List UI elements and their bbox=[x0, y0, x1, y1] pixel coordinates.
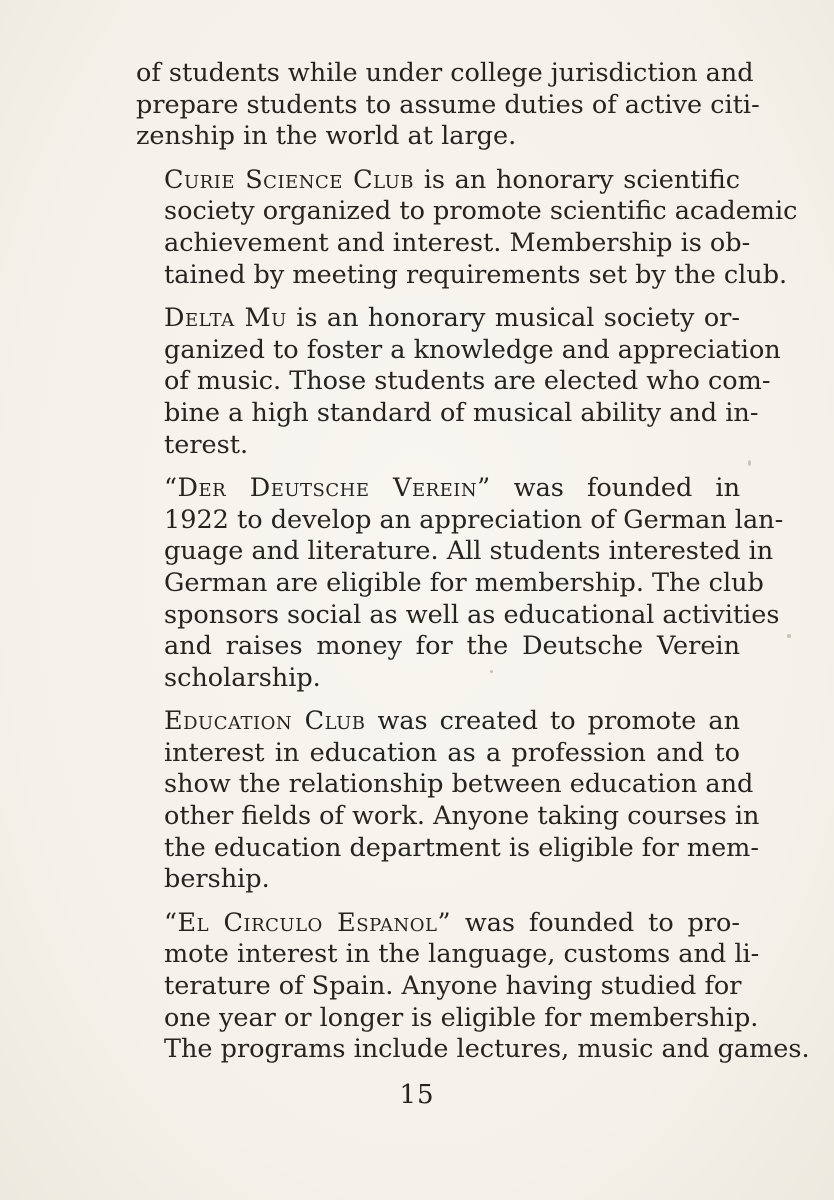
text-line bbox=[136, 473, 740, 505]
text-line-content: achievement and interest. Membership is ob- bbox=[164, 227, 751, 258]
text-line-content: was founded to pro- bbox=[451, 907, 740, 938]
text-line bbox=[136, 430, 740, 462]
text-line bbox=[136, 1034, 810, 1066]
text-line-content: German are eligible for membership. The club bbox=[164, 567, 764, 598]
text-line-content: prepare students to assume duties of active citi- bbox=[136, 89, 760, 120]
text-line bbox=[136, 1002, 759, 1035]
text-line-content: zenship in the world at large. bbox=[136, 121, 517, 152]
paragraph bbox=[136, 164, 798, 291]
paper-speck bbox=[787, 634, 791, 638]
text-line bbox=[136, 801, 760, 833]
text-line bbox=[136, 567, 764, 600]
text-line bbox=[136, 334, 781, 367]
text-line bbox=[136, 227, 751, 260]
text-line-content: bine a high standard of musical ability and in- bbox=[164, 397, 759, 428]
text-line bbox=[136, 769, 754, 801]
text-line bbox=[136, 366, 771, 398]
text-line-content: one year or longer is eligible for membership. bbox=[164, 1002, 759, 1033]
text-line-content: society organized to promote scientific academic bbox=[164, 196, 798, 227]
page-number: 15 bbox=[399, 1080, 435, 1110]
club-name: “Der Deutsche Verein” bbox=[164, 473, 491, 504]
text-line bbox=[136, 397, 759, 430]
text-line bbox=[136, 908, 740, 940]
text-line bbox=[136, 89, 760, 122]
text-line-content: other fields of work. Anyone taking courses in bbox=[164, 801, 760, 832]
text-line bbox=[136, 832, 759, 865]
text-line-content: The programs include lectures, music and games. bbox=[164, 1034, 810, 1065]
text-line-content: guage and literature. All students interested in bbox=[164, 536, 774, 567]
text-line-content: the education department is eligible for mem- bbox=[164, 832, 759, 863]
paragraph bbox=[136, 58, 760, 153]
text-line-content: mote interest in the language, customs and li- bbox=[164, 939, 760, 970]
text-line-content: and raises money for the Deutsche Verein bbox=[164, 631, 740, 662]
text-line-content: was founded in bbox=[490, 473, 740, 504]
paragraph bbox=[136, 303, 781, 461]
text-line bbox=[136, 663, 740, 695]
text-line bbox=[136, 706, 740, 738]
text-line bbox=[136, 196, 798, 228]
paper-speck bbox=[748, 460, 751, 466]
text-line-content: bership. bbox=[164, 864, 270, 895]
text-line-content: of music. Those students are elected who com- bbox=[164, 366, 771, 397]
text-line bbox=[136, 599, 780, 632]
text-line bbox=[136, 504, 784, 537]
text-line bbox=[136, 303, 740, 335]
text-line-content: ganized to foster a knowledge and appreciation bbox=[164, 334, 781, 365]
text-line-content: 1922 to develop an appreciation of German lan- bbox=[164, 504, 784, 535]
text-line bbox=[136, 939, 760, 971]
text-line-content: scholarship. bbox=[164, 662, 321, 693]
text-line bbox=[136, 631, 740, 663]
club-name: Education Club bbox=[164, 706, 366, 737]
body-text bbox=[136, 58, 810, 1078]
paragraph bbox=[136, 473, 784, 694]
text-line bbox=[136, 864, 740, 896]
text-line bbox=[136, 259, 788, 292]
text-line bbox=[136, 536, 774, 568]
text-line-content: was created to promote an bbox=[365, 706, 740, 737]
club-name: Curie Science Club bbox=[164, 164, 414, 195]
paragraph bbox=[136, 907, 810, 1066]
text-line-content: interest in education as a profession and to bbox=[164, 737, 740, 768]
text-line-content: terest. bbox=[164, 429, 249, 460]
text-line-content: sponsors social as well as educational activities bbox=[164, 599, 780, 630]
text-line bbox=[136, 165, 740, 197]
text-line-content: of students while under college jurisdiction and bbox=[136, 58, 754, 88]
text-line bbox=[136, 58, 754, 90]
text-line-content: terature of Spain. Anyone having studied for bbox=[164, 971, 742, 1002]
paragraph bbox=[136, 706, 760, 896]
text-line-content: is an honorary scientific bbox=[413, 164, 740, 195]
text-line bbox=[136, 121, 740, 153]
club-name: Delta Mu bbox=[164, 303, 287, 334]
text-line bbox=[136, 971, 740, 1003]
text-line-content: tained by meeting requirements set by the club. bbox=[164, 259, 788, 290]
text-line bbox=[136, 738, 740, 770]
text-line-content: is an honorary musical society or- bbox=[286, 303, 740, 334]
club-name: “El Circulo Espanol” bbox=[164, 907, 452, 938]
text-line-content: show the relationship between education and bbox=[164, 769, 754, 800]
